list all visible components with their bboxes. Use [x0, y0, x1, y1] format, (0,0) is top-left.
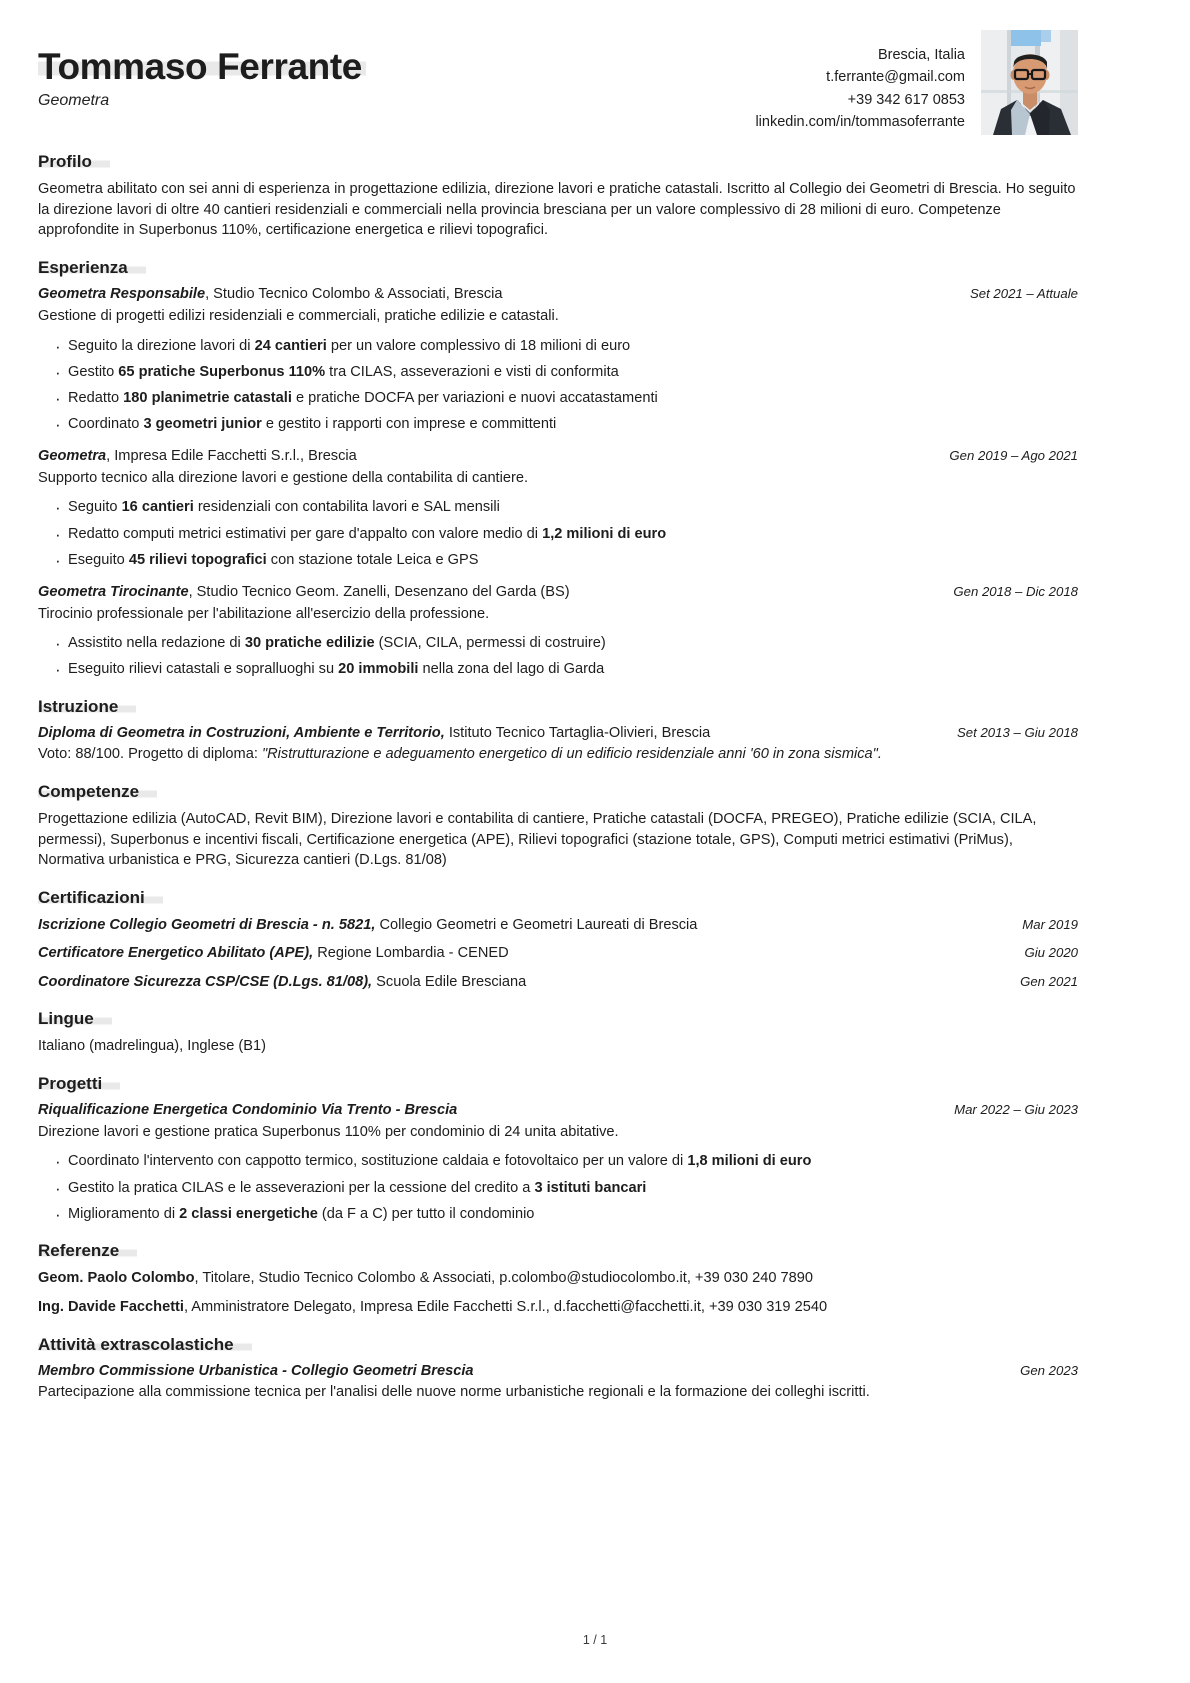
bullet-emphasis: 65 pratiche Superbonus 110% [118, 363, 326, 380]
bullet-emphasis: 3 geometri junior [143, 415, 262, 432]
competenze-text: Progettazione edilizia (AutoCAD, Revit BIM), Direzione lavori e contabilita di cantiere, Pratiche catastali (DOCFA, PREGEO), Pratiche edilizie (SCIA, CILA, permessi), Superbonus e incentivi fiscali, Certificazione energetica (APE), Rilievi topografici (stazione totale, GPS), Computi metrici estimativi (PriMus), Normativa urbanistica e PRG, Sicurezza cantieri (D.Lgs. 81/08) [38, 810, 1037, 869]
section-title-referenze: Referenze [38, 1241, 137, 1261]
avatar [981, 30, 1078, 135]
section-lingue [38, 1009, 1078, 1057]
contact-info [755, 30, 965, 134]
section-title-esperienza: Esperienza [38, 258, 146, 278]
certification-name: Certificatore Energetico Abilitato (APE), [38, 945, 314, 962]
education-date: Set 2013 – Giu 2018 [957, 724, 1078, 740]
header-contact-block [755, 30, 1078, 135]
extracurricular-date: Gen 2023 [1020, 1362, 1078, 1378]
section-referenze [38, 1241, 1078, 1318]
contact-phone[interactable]: +39 342 617 0853 [847, 91, 965, 108]
education-title-line: Diploma di Geometra in Costruzioni, Ambiente e Territorio, Istituto Tecnico Tartaglia-Olivieri, Brescia [38, 724, 711, 741]
referenze-list [38, 1268, 1078, 1318]
bullet-item: · Gestito la pratica CILAS e le asseverazioni per la cessione del credito a 3 istituti bancari [38, 1178, 1078, 1198]
experience-entry-header [38, 583, 1078, 603]
section-esperienza [38, 258, 1078, 679]
section-title-extra: Attività extrascolastiche [38, 1335, 252, 1355]
section-title-lingue: Lingue [38, 1009, 112, 1029]
section-progetti [38, 1074, 1078, 1224]
reference-name: Ing. Davide Facchetti [38, 1299, 184, 1316]
section-title-progetti: Progetti [38, 1074, 120, 1094]
cv-header [38, 30, 1078, 135]
extracurricular-entry [38, 1362, 1078, 1403]
certification-text: Iscrizione Collegio Geometri di Brescia - n. 5821, Collegio Geometri e Geometri Laureati di Brescia [38, 917, 698, 934]
education-degree: Diploma di Geometra in Costruzioni, Ambiente e Territorio, [38, 724, 445, 741]
section-competenze [38, 782, 1078, 871]
experience-bullets [38, 497, 1078, 569]
esperienza-entry-list [38, 285, 1078, 679]
certification-row [38, 915, 1078, 935]
experience-bullets [38, 336, 1078, 435]
bullet-item: · Miglioramento di 2 classi energetiche (da F a C) per tutto il condominio [38, 1204, 1078, 1224]
project-entry [38, 1101, 1078, 1224]
experience-summary: Gestione di progetti edilizi residenziali e commerciali, pratiche edilizie e catastali. [38, 307, 559, 324]
istruzione-entry-list [38, 724, 1078, 765]
certification-row [38, 943, 1078, 963]
reference-row: Ing. Davide Facchetti, Amministratore Delegato, Impresa Edile Facchetti S.r.l., d.facchetti@facchetti.it, +39 030 319 2540 [38, 1299, 828, 1316]
extra-entry-list [38, 1362, 1078, 1403]
experience-role: Geometra [38, 448, 107, 465]
experience-summary: Supporto tecnico alla direzione lavori e gestione della contabilita di cantiere. [38, 469, 529, 486]
bullet-item: · Coordinato 3 geometri junior e gestito i rapporti con imprese e committenti [38, 414, 1078, 434]
extracurricular-title-line [38, 1362, 1006, 1382]
bullet-item: · Coordinato l'intervento con cappotto termico, sostituzione caldaia e fotovoltaico per un valore di 1,8 milioni di euro [38, 1151, 1078, 1171]
bullet-item: · Redatto computi metrici estimativi per gare d'appalto con valore medio di 1,2 milioni di euro [38, 524, 1078, 544]
experience-title-line: Geometra Tirocinante, Studio Tecnico Geom. Zanelli, Desenzano del Garda (BS) [38, 583, 570, 600]
bullet-emphasis: 20 immobili [338, 661, 419, 678]
experience-entry-header [38, 285, 1078, 305]
contact-email[interactable]: t.ferrante@gmail.com [826, 69, 965, 86]
experience-date: Gen 2019 – Ago 2021 [949, 448, 1078, 464]
section-certificazioni [38, 888, 1078, 992]
experience-entry [38, 285, 1078, 434]
experience-date: Gen 2018 – Dic 2018 [953, 583, 1078, 599]
contact-linkedin[interactable]: linkedin.com/in/tommasoferrante [755, 114, 965, 131]
project-bullets [38, 1151, 1078, 1223]
extracurricular-name: Membro Commissione Urbanistica - Collegio Geometri Brescia [38, 1362, 474, 1379]
certification-date: Gen 2021 [1020, 973, 1078, 989]
certification-text: Certificatore Energetico Abilitato (APE), Regione Lombardia - CENED [38, 945, 509, 962]
bullet-item: · Seguito 16 cantieri residenziali con contabilita lavori e SAL mensili [38, 497, 1078, 517]
bullet-item: · Seguito la direzione lavori di 24 cantieri per un valore complessivo di 18 milioni di euro [38, 336, 1078, 356]
project-title-line [38, 1101, 940, 1121]
experience-title-line: Geometra Responsabile, Studio Tecnico Colombo & Associati, Brescia [38, 286, 503, 303]
project-entry-header [38, 1101, 1078, 1121]
section-title-profilo: Profilo [38, 152, 110, 172]
job-subtitle: Geometra [38, 91, 110, 109]
bullet-item: · Eseguito 45 rilievi topografici con stazione totale Leica e GPS [38, 550, 1078, 570]
certification-text: Coordinatore Sicurezza CSP/CSE (D.Lgs. 81/08), Scuola Edile Bresciana [38, 973, 527, 990]
bullet-item: · Eseguito rilievi catastali e sopralluoghi su 20 immobili nella zona del lago di Garda [38, 659, 1078, 679]
section-istruzione [38, 697, 1078, 765]
section-title-competenze: Competenze [38, 782, 157, 802]
bullet-emphasis: 30 pratiche edilizie [244, 635, 375, 652]
contact-location: Brescia, Italia [877, 47, 965, 63]
reference-name: Geom. Paolo Colombo [38, 1269, 195, 1286]
experience-role: Geometra Tirocinante [38, 583, 189, 600]
bullet-emphasis: 3 istituti bancari [534, 1179, 647, 1196]
experience-entry [38, 447, 1078, 570]
certification-date: Giu 2020 [1024, 945, 1078, 961]
experience-bullets [38, 633, 1078, 679]
project-summary: Direzione lavori e gestione pratica Superbonus 110% per condominio di 24 unita abitative. [38, 1123, 619, 1140]
experience-date: Set 2021 – Attuale [969, 286, 1078, 302]
experience-role: Geometra Responsabile [38, 286, 206, 303]
experience-entry-header [38, 447, 1078, 467]
bullet-emphasis: 1,8 milioni di euro [687, 1153, 812, 1170]
name-wrapper [38, 48, 366, 87]
certification-name: Iscrizione Collegio Geometri di Brescia - n. 5821, [38, 917, 376, 934]
experience-entry [38, 583, 1078, 680]
profilo-text: Geometra abilitato con sei anni di esperienza in progettazione edilizia, direzione lavori e pratiche catastali. Iscritto al Collegio dei Geometri di Brescia. Ho seguito la direzione lavori di oltre 40 cantieri residenziali e commerciali nella provincia bresciana per un valore complessivo di 28 milioni di euro. Competenze approfondite in Superbonus 110%, certificazione energetica e rilievi topografici. [38, 181, 1076, 239]
bullet-emphasis: 1,2 milioni di euro [542, 525, 667, 542]
education-entry [38, 724, 1078, 765]
certificazioni-list [38, 915, 1078, 992]
certification-date: Mar 2019 [1022, 917, 1078, 933]
portrait-photo-icon [981, 30, 1078, 135]
experience-title-line: Geometra, Impresa Edile Facchetti S.r.l., Brescia [38, 448, 357, 465]
section-title-certificazioni: Certificazioni [38, 888, 163, 908]
bullet-item: · Assistito nella redazione di 30 pratiche edilizie (SCIA, CILA, permessi di costruire) [38, 633, 1078, 653]
experience-summary: Tirocinio professionale per l'abilitazione all'esercizio della professione. [38, 605, 490, 622]
extracurricular-summary: Partecipazione alla commissione tecnica per l'analisi delle nuove norme urbanistiche regionali e la formazione dei colleghi iscritti. [38, 1384, 870, 1401]
certification-row [38, 972, 1078, 992]
progetti-entry-list [38, 1101, 1078, 1224]
section-profilo [38, 152, 1078, 241]
bullet-emphasis: 16 cantieri [121, 499, 194, 516]
education-detail: Voto: 88/100. Progetto di diploma: "Ristrutturazione e adeguamento energetico di un edificio residenziale anni '60 in zona sismica". [38, 746, 882, 763]
education-entry-header [38, 724, 1078, 744]
bullet-emphasis: 2 classi energetiche [179, 1205, 318, 1222]
certification-name: Coordinatore Sicurezza CSP/CSE (D.Lgs. 81/08), [38, 973, 373, 990]
bullet-emphasis: 180 planimetrie catastali [123, 389, 292, 406]
project-name: Riqualificazione Energetica Condominio Via Trento - Brescia [38, 1102, 458, 1119]
bullet-item: · Gestito 65 pratiche Superbonus 110% tra CILAS, asseverazioni e visti di conformita [38, 362, 1078, 382]
header-identity [38, 30, 366, 110]
bullet-emphasis: 24 cantieri [254, 337, 327, 354]
section-extra [38, 1335, 1078, 1403]
extracurricular-entry-header [38, 1362, 1078, 1382]
page-title: Tommaso Ferrante [38, 46, 366, 87]
reference-row: Geom. Paolo Colombo, Titolare, Studio Tecnico Colombo & Associati, p.colombo@studiocolombo.it, +39 030 240 7890 [38, 1269, 814, 1286]
page-footer: 1 / 1 [582, 1633, 608, 1647]
lingue-text: Italiano (madrelingua), Inglese (B1) [38, 1038, 266, 1055]
section-title-istruzione: Istruzione [38, 697, 136, 717]
bullet-emphasis: 45 rilievi topografici [128, 551, 267, 568]
education-project-title: "Ristrutturazione e adeguamento energetico di un edificio residenziale anni '60 in zona sismica". [261, 746, 882, 763]
bullet-item: · Redatto 180 planimetrie catastali e pratiche DOCFA per variazioni e nuovi accatastamenti [38, 388, 1078, 408]
project-date: Mar 2022 – Giu 2023 [954, 1102, 1078, 1118]
